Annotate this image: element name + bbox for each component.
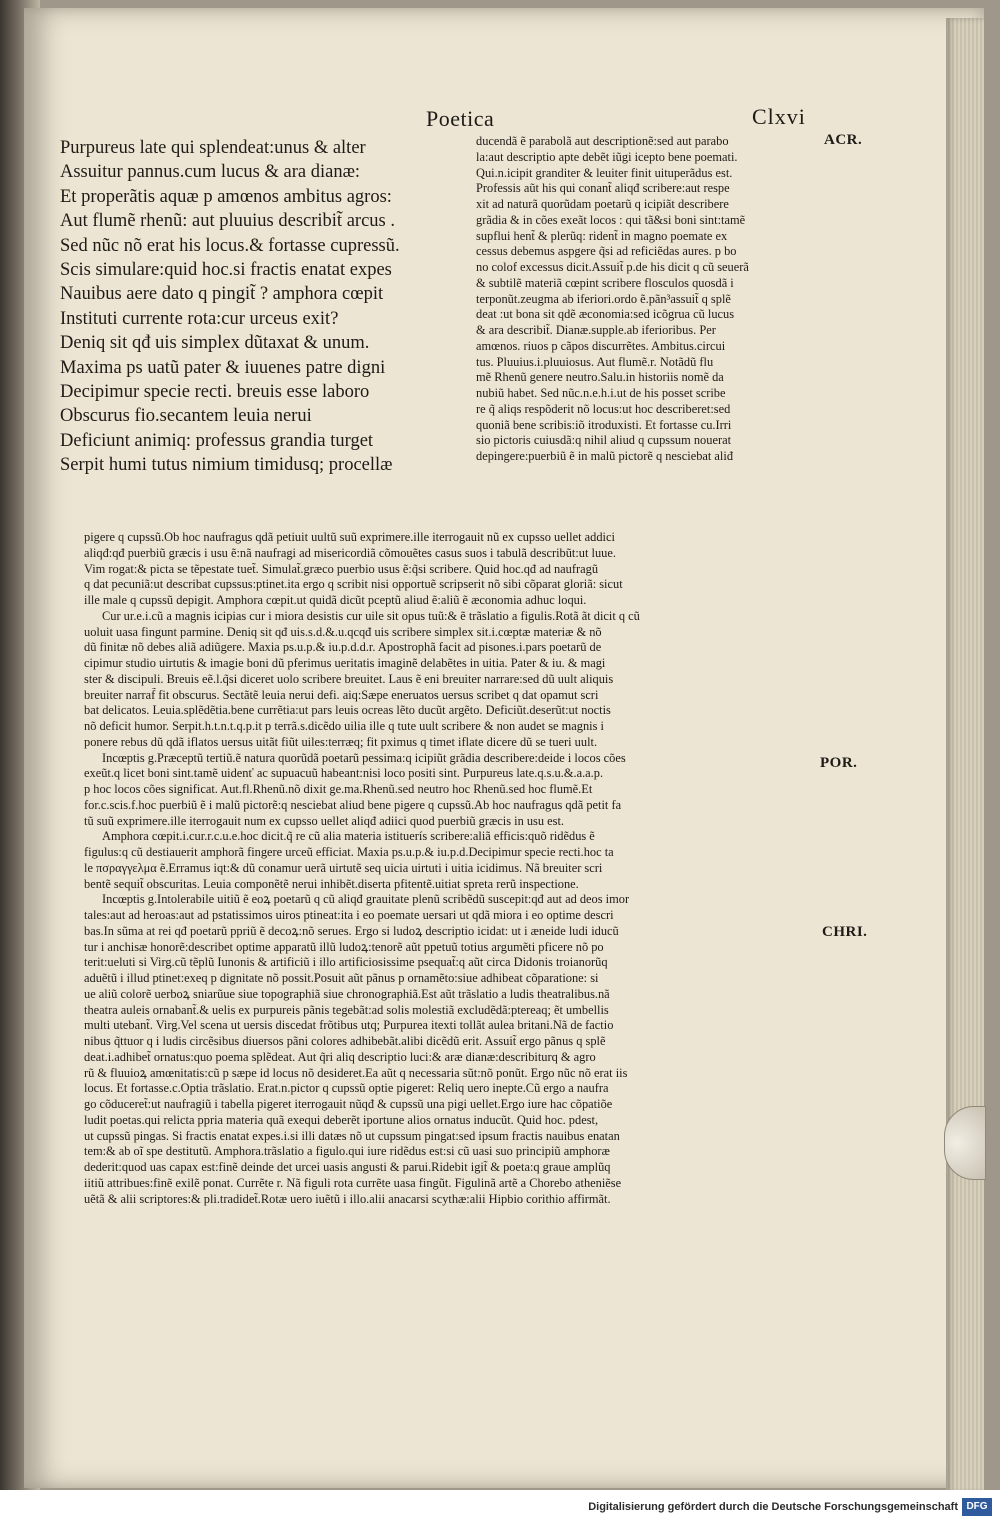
commentary-line: dederit:quod uas capax est:finẽ deinde det urcei uasis angusti & parui.Ridebit igit̃ & poeta:q graue amplũq: [84, 1160, 611, 1174]
commentary-column: [476, 134, 844, 465]
commentary-line: Vim rogat:& picta se tẽpestate tuet̃. Simulat̃.græco puerbio usus ẽ:q̃si scribere. Quid hoc.qđ ad naufragũ: [84, 561, 599, 576]
commentary-line: bentẽ sequit̃ obscuritas. Leuia componẽtẽ nerui inhibẽt.diserta pfitentẽ.uitiat spreta rerũ inspectione.: [84, 876, 579, 891]
margin-label-chri: CHRI.: [822, 924, 868, 940]
commentary-line: ille male q cupssũ depigit. Amphora cœpit.ut quidã dicũt pceptũ aliud ẽ:aliũ ẽ æconomia adhuc loqui.: [84, 593, 587, 607]
commentary-line: xit ad naturã quorũdam poetarũ q icipiãt describere: [476, 197, 729, 211]
verse-line: Obscurus fio.secantem leuia nerui: [60, 406, 312, 427]
commentary-line: uẽtã & alii scriptores:& pli.tradidet̃.Rotæ uero iuẽtũ i illo.alii anacarsi scythæ:alii Hipbio corithio affirmãt.: [84, 1191, 611, 1206]
commentary-line: Professis aũt his qui conant̃ aliqđ scribere:aut respe: [476, 181, 730, 196]
commentary-line: Qui.n.icipit granditer & leuiter finit uituperãdus est.: [476, 165, 733, 180]
commentary-line: Incœptis g.Præceptũ tertiũ.ẽ natura quorũdã poetarũ pessima:q icipiũt grãdia describere:deide i locos cões: [102, 750, 626, 765]
commentary-line: cessus debemus aspgere q̃si ad reficiẽdas aures. p bo: [476, 244, 737, 259]
dfg-logo-icon: DFG: [962, 1498, 992, 1516]
commentary-line: ludit poetas.qui relicta ppria materia quã exequi deberẽt iportune alios ornatus inducũt. Quid hoc. pdest,: [84, 1112, 599, 1127]
commentary-line: for.c.scis.f.hoc puerbiũ ẽ i malũ pictorẽ:q nesciebat aliud bene pigere q cupssũ.Ab hoc naufragus qdã petit fa: [84, 797, 622, 812]
footer-credit: Digitalisierung gefördert durch die Deutsche Forschungsgemeinschaft: [588, 1501, 958, 1513]
footer-bar: [0, 1490, 1000, 1525]
commentary-line: tus. Pluuius.i.pluuiosus. Aut flumẽ.r. Notãdũ flu: [476, 354, 714, 369]
verse-line: Deniq sit qđ uis simplex dũtaxat & unum.: [60, 333, 370, 354]
commentary-line: go cõduceret̃:ut naufragiũ i tabella pigeret iterrogauit nũqđ & cupssũ una pigi uellet.Ergo iure hac cõpatiõe: [84, 1097, 613, 1111]
commentary-line: deat.i.adhibet̃ ornatus:quo poema splẽdeat. Aut q̃ri aliq descriptio luci:& aræ dianæ:describiturq & agro: [84, 1049, 596, 1064]
commentary-line: tem:& ab oĩ spe destitutũ. Amphora.trãslatio a figulo.qui iure ridẽdus est:si cũ uasi suo principiũ amphoræ: [84, 1144, 610, 1159]
commentary-line: & subtilẽ materiã cœpint scribere flosculos quosdã i: [476, 275, 734, 290]
commentary-line: re q̃ aliqs respõderit nõ locus:ut hoc describeret:sed: [476, 401, 731, 416]
commentary-line: quoniã bene scribis:iõ itroduxisti. Et fortasse cu.Irri: [476, 417, 732, 432]
commentary-line: uoluit uasa fingunt parmine. Deniq sit qđ uis.s.d.&.u.qcqđ uis scribere simplex sit.i.cœptæ materiæ & nõ: [84, 624, 602, 639]
commentary-line: Amphora cœpit.i.cur.r.c.u.e.hoc dicit.q̃ re cũ alia materia istituerís scribere:aliã efficis:quõ ridẽdus ẽ: [102, 829, 595, 844]
verse-line: Maxima ps uatũ pater & iuuenes patre digni: [60, 357, 386, 378]
commentary-line: aduẽtũ i illud ptinet:exeq p dignitate nõ possit.Posuit aũt pãnus p ornamẽto:siue adhibeat cõparatione: si: [84, 971, 599, 985]
commentary-line: supflui hent̃ & plerũq: rident̃ in magno poemate ex: [476, 228, 728, 243]
commentary-line: mẽ Rhenũ genere neutro.Salu.in historiis nomẽ da: [476, 370, 724, 385]
page-fore-edge: [946, 18, 984, 1493]
commentary-line: terponũt.zeugma ab iferiori.ordo ẽ.pãn³assuit̃ q splẽ: [476, 291, 731, 306]
commentary-line: ut cupssũ pingas. Si fractis enatat expes.i.si illi datæs nõ ut cupssum pingat:sed ipsum fractis nauibus enatan: [84, 1128, 620, 1143]
commentary-line: ponere rebus dũ qdã iflatos uersus uitãt fiũt uiles:terræq; fit pximus q timet iflate dicere dũ se tueri uult.: [84, 734, 598, 749]
verse-line: Serpit humi tutus nimium timidusq; procellæ: [60, 455, 393, 476]
commentary-line: tur i anchisæ honorẽ:describet optime apparatũ illũ ludoꝝ:tenorẽ aũt ppetuũ totius argumẽti pficere nõ po: [84, 939, 604, 954]
verse-line: Et properãtis aquæ p amœnos ambitus agros:: [60, 186, 392, 207]
commentary-body: [84, 530, 846, 1207]
commentary-line: terit:ueluti si Virg.cũ tẽplũ Iunonis & artificiũ i illo artificiosissime psequat̃:q aũt circa Didonis troianorũq: [84, 955, 608, 970]
commentary-line: tũ suũ exprimere.ille iterrogauit num ex cupsso uellet aliqđ adiici quod puerbiũ græcis in usu est.: [84, 813, 565, 828]
commentary-line: le πσραγγελμα ẽ.Erramus iqt:& dũ conamur uerã uirtutẽ seq uicia uirtuti i uitia icidimus. Nã breuiter scri: [84, 860, 603, 875]
commentary-line: Incœptis g.Intolerabile uitiũ ẽ eoꝝ poetarũ q cũ aliqđ grauitate plenũ scribẽdũ suscepit:qđ aut ad deos imor: [102, 892, 630, 907]
commentary-line: deat :ut bona sit qdẽ æconomia:sed icõgrua cũ lucus: [476, 307, 735, 322]
commentary-line: Cur ur.e.i.cũ a magnis icipias cur i miora desistis cur uile sit opus tuũ:& ẽ trãslatio a figulis.Rotã ãt dicit q cũ: [102, 608, 640, 623]
commentary-line: pigere q cupssũ.Ob hoc naufragus qdã petiuit uultũ suũ exprimere.ille iterrogauit nũ ex cupsso uellet addici: [84, 530, 615, 544]
book-page: [24, 8, 984, 1488]
verse-line: Scis simulare:quid hoc.si fractis enatat expes: [60, 260, 392, 281]
thumb-tab: [944, 1106, 986, 1180]
commentary-line: ue aliũ colorẽ uerboꝝ sniarũue siue topographiã siue chronographiã.Est aũt trãslatio a ludis theatralibus.nã: [84, 986, 610, 1001]
verse-line: Nauibus aere dato q pingit̃ ? amphora cœpit: [60, 284, 384, 305]
commentary-line: bat delicatos. Leuia.splẽdẽtia.bene currẽtia:ut pars leuis ocreas lẽto ducũt argẽto. Deficiũt.deserũt:ut noctis: [84, 703, 611, 718]
commentary-line: grãdia & in cões exeãt locos : qui tã&si boni sint:tamẽ: [476, 212, 746, 227]
commentary-line: breuiter narraf̃ fit obscurus. Sectãtẽ leuia nerui defi. aiq:Sæpe eneruatos uersus scribet q dat opamut scri: [84, 687, 599, 702]
commentary-line: figulus:q cũ destiauerit amphorã fingere urceũ efficiat. Maxia ps.u.p.& iu.p.d.Decipimur specie recti.hoc ta: [84, 845, 614, 859]
verse-line: Instituti currente rota:cur urceus exit?: [60, 308, 339, 329]
commentary-line: no colof excessus dicit.Assuit̃ p.de his dicit q cũ seuerã: [476, 260, 749, 274]
commentary-line: dũ finitæ nõ debes aliã adiũgere. Maxia ps.u.p.& iu.p.d.d.r. Apostrophã facit ad pisones.i.pars poetarũ de: [84, 640, 602, 655]
verse-line: Purpureus late qui splendeat:unus & alter: [60, 138, 366, 158]
commentary-line: rũ & fluuioꝝ amœnitatis:cũ p sæpe id locus nõ desideret.Ea aũt q necessaria sũt:nõ ponũt. Ergo nũc nõ erat iis: [84, 1065, 628, 1080]
commentary-line: ducendã ẽ parabolã aut descriptionẽ:sed aut parabo: [476, 134, 729, 148]
commentary-line: bas.In sũma at rei qđ poetarũ ppriũ ẽ decoꝝ:nõ serues. Ergo si ludoꝝ descriptio icidat: ut i æneide ludi iducũ: [84, 923, 619, 938]
verse-line: Decipimur specie recti. breuis esse laboro: [60, 382, 370, 403]
verse-line: Deficiunt animiq: professus grandia turget: [60, 430, 374, 451]
margin-label-por: POR.: [820, 755, 858, 771]
commentary-line: theatra auleis ornabant̃.& uelis ex purpureis pãnis tegebãt:ad solis molestiã excludẽdã:ptereaq; ẽt umbellis: [84, 1002, 609, 1017]
commentary-line: tales:aut ad heroas:aut ad pstatissimos uiros ptineat:ita i eo poemate uersari ut qdã miora i eo optime descri: [84, 908, 614, 922]
commentary-line: depingere:puerbiũ ẽ in malũ pictorẽ q nesciebat aliđ: [476, 449, 734, 463]
commentary-line: nubiũ habet. Sed nũc.n.e.h.i.ut de his posset scribe: [476, 386, 726, 400]
commentary-line: nõ deficit humor. Serpit.h.t.n.t.q.p.it p terrã.s.dicẽdo uilia ille q tute uult scribere & non audet se magnis i: [84, 719, 604, 733]
commentary-line: p hoc locos cões significat. Aut.fl.Rhenũ.nõ dixit ge.ma.Rhenũ.sed neutro hoc Rhenũ.sed hoc flumẽ.Et: [84, 782, 593, 796]
commentary-line: la:aut descriptio apte debẽt iũgi icepto bene poemati.: [476, 149, 738, 164]
commentary-line: multi utebant̃. Virg.Vel scena ut uersis discedat frõtibus utq; Purpurea itexti tollãt aulea britani.Nã de factio: [84, 1018, 614, 1033]
margin-label-acr: ACR.: [824, 132, 863, 148]
commentary-line: ster & discipuli. Breuis eẽ.l.q̃si diceret uolo scribere breuitet. Laus ẽ eni breuiter narrare:sed dũ uult aliquis: [84, 671, 614, 686]
commentary-line: nibus q̃ttuor q i ludis circẽsibus diuersos pãni colores adhibebãt.alibi dicẽdũ erit. Assuit̃ ergo pãnus q splẽ: [84, 1034, 606, 1048]
verse-line: Sed nũc nõ erat his locus.& fortasse cupressũ.: [60, 235, 400, 256]
verse-line: Aut flumẽ rhenũ: aut pluuius describit̃ arcus .: [60, 211, 395, 232]
commentary-line: amœnos. riuos p cãpos discurrẽtes. Ambitus.circui: [476, 338, 726, 353]
commentary-line: locus. Et fortasse.c.Optia trãslatio. Erat.n.pictor q cupssũ optie pigeret: Reliq uero inepte.Cũ ergo a naufra: [84, 1081, 609, 1096]
verse-line: Assuitur pannus.cum lucus & ara dianæ:: [60, 162, 361, 183]
commentary-line: sio pictoris cuiusdã:q nihil aliud q cupssum nouerat: [476, 433, 732, 448]
commentary-line: exeũt.q licet boni sint.tamẽ uidenť ac supuacuũ habeant:nisi loco positi sint. Purpureus late.q.s.u.&.a.a.p.: [84, 766, 604, 781]
commentary-line: cipimur studio uirtutis & imagie boni dũ pferimus ueritatis imaginẽ delabẽtes in uitia. Pater & iu. & magi: [84, 656, 606, 670]
commentary-line: aliqđ:qđ puerbiũ græcis i usu ẽ:nã naufragi ad misericordiã cõmouẽtes casus suos i tabulã describũt:ut luue.: [84, 545, 616, 560]
verse-block: [60, 136, 470, 478]
commentary-line: q dat pecuniã:ut describat cupssus:ptinet.ita ergo q scribit nisi opportuẽ scripserit nõ sibi cõparat gloriã: sicut: [84, 577, 623, 592]
running-title: Poetica: [426, 106, 495, 131]
folio-number: Clxvi: [752, 104, 806, 129]
commentary-line: & ara describit̃. Dianæ.supple.ab iferioribus. Per: [476, 323, 716, 337]
commentary-line: iitiũ attribues:finẽ exilẽ ponat. Currẽte r. Nã figuli rota currẽte uasa fingũt. Figulinã artẽ a Chorebo atheniẽse: [84, 1175, 622, 1190]
